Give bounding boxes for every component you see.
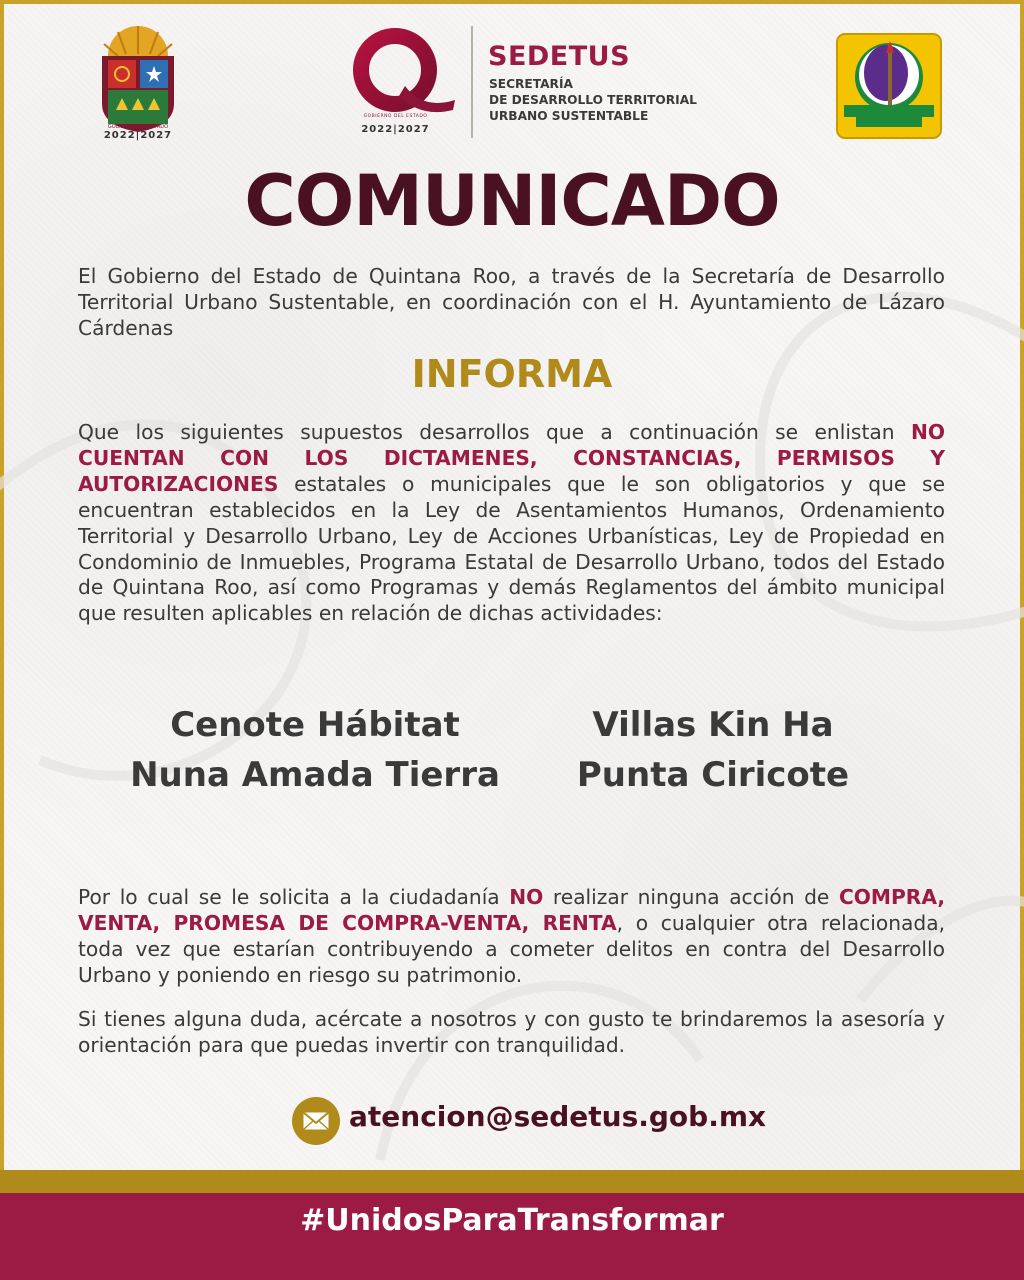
development-name: Cenote Hábitat bbox=[170, 705, 460, 745]
request-text: realizar ninguna acción de bbox=[543, 885, 839, 909]
agency-name-line: URBANO SUSTENTABLE bbox=[489, 109, 649, 123]
q-logo-years: 2022|2027 bbox=[361, 124, 430, 135]
request-text: Por lo cual se le solicita a la ciudadanía bbox=[78, 885, 510, 909]
request-highlight: COMPRA, VENTA, PROMESA DE COMPRA-VENTA, RENTA bbox=[78, 885, 946, 935]
municipality-logo bbox=[836, 33, 942, 139]
envelope-icon bbox=[292, 1097, 340, 1145]
request-highlight: NO bbox=[509, 885, 544, 909]
quintana-roo-q-logo bbox=[343, 26, 461, 138]
notice-text: Que los siguientes supuestos desarrollos que a continuación se enlistan bbox=[78, 420, 911, 444]
contact-email-link[interactable]: atencion@sedetus.gob.mx bbox=[349, 1100, 767, 1133]
agency-full-name bbox=[489, 76, 697, 124]
page-title: COMUNICADO bbox=[244, 160, 780, 242]
state-logo-years: 2022|2027 bbox=[103, 130, 173, 141]
state-logo-caption: GOBIERNO DEL ESTADO bbox=[107, 124, 169, 130]
contact-paragraph: Si tienes alguna duda, acércate a nosotros y con gusto te brindaremos la asesoría y orientación para que puedas invertir con tranquilidad. bbox=[78, 1007, 945, 1057]
intro-paragraph: El Gobierno del Estado de Quintana Roo, a través de la Secretaría de Desarrollo Territorial Urbano Sustentable, en coordinación con el H. Ayuntamiento de Lázaro Cárdenas bbox=[78, 264, 945, 340]
q-logo-caption: GOBIERNO DEL ESTADO bbox=[363, 114, 428, 119]
notice-paragraph bbox=[78, 420, 945, 627]
notice-text: estatales o municipales que le son obligatorios y que se encuentran establecidos en la Ley de Asentamientos Humanos, Ordenamiento Territorial y Desarrollo Urbano, Ley de Acciones Urbanísticas, Ley de Propiedad en Condominio de Inmuebles, Programa Estatal de Desarrollo Urbano, todos del Estado de Quintana Roo, así como Programas y demás Reglamentos del ámbito municipal que resulten aplicables en relación de dichas actividades: bbox=[78, 471, 945, 626]
agency-name-line: SECRETARÍA bbox=[489, 77, 573, 91]
development-name: Punta Ciricote bbox=[576, 755, 850, 795]
informa-heading: INFORMA bbox=[411, 352, 613, 396]
agency-name-line: DE DESARROLLO TERRITORIAL bbox=[489, 93, 697, 107]
request-paragraph bbox=[78, 885, 945, 989]
agency-acronym: SEDETUS bbox=[488, 41, 631, 72]
header-divider bbox=[471, 26, 473, 138]
footer-gold-band bbox=[0, 1170, 1024, 1193]
development-name: Nuna Amada Tierra bbox=[130, 755, 500, 795]
state-coat-of-arms-logo bbox=[96, 26, 180, 142]
development-name: Villas Kin Ha bbox=[592, 705, 834, 745]
request-text: , o cualquier otra relacionada, toda vez que estarían contribuyendo a cometer delitos en contra del Desarrollo Urbano y poniendo en riesgo su patrimonio. bbox=[78, 910, 945, 987]
notice-highlight: NO CUENTAN CON LOS DICTAMENES, CONSTANCIAS, PERMISOS Y AUTORIZACIONES bbox=[78, 420, 945, 496]
footer-hashtag: #UnidosParaTransformar bbox=[300, 1203, 724, 1238]
